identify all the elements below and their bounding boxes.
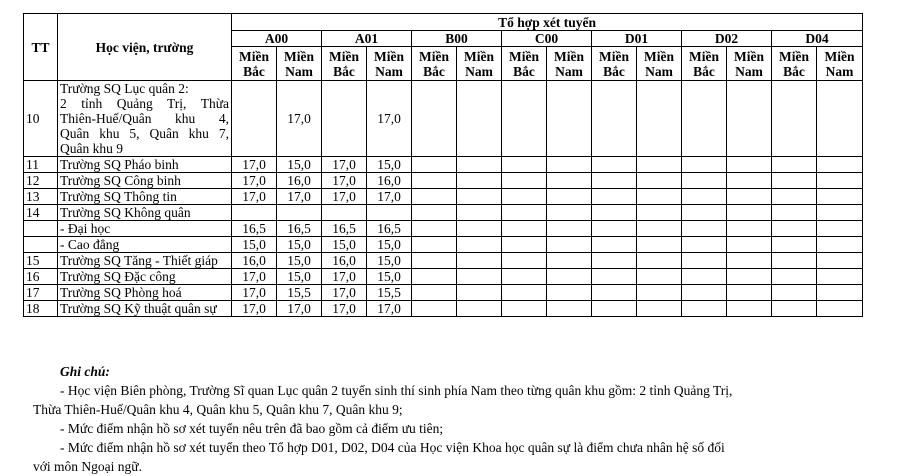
score-cell	[637, 301, 682, 317]
combo-header-a01: A01	[322, 31, 412, 47]
score-cell	[592, 253, 637, 269]
score-cell	[817, 269, 863, 285]
row-number: 16	[24, 269, 58, 285]
table-row	[24, 189, 863, 205]
table-row	[24, 173, 863, 189]
score-cell: 17,0	[232, 173, 277, 189]
score-cell	[502, 173, 547, 189]
score-cell	[412, 157, 457, 173]
score-cell	[322, 81, 367, 157]
score-cell: 16,0	[277, 173, 322, 189]
school-name	[58, 81, 232, 157]
region-label-line2: Bắc	[243, 63, 265, 79]
score-cell	[772, 237, 817, 253]
score-cell: 15,5	[277, 285, 322, 301]
score-cell: 15,0	[232, 237, 277, 253]
score-cell	[817, 301, 863, 317]
score-cell	[772, 269, 817, 285]
score-cell: 15,0	[367, 237, 412, 253]
table-row	[24, 81, 863, 157]
region-label-line2: Bắc	[513, 63, 535, 79]
combo-header-c00: C00	[502, 31, 592, 47]
score-cell: 17,0	[367, 81, 412, 157]
score-cell	[727, 81, 772, 157]
score-cell	[817, 81, 863, 157]
region-header-north	[322, 47, 367, 81]
score-cell	[412, 81, 457, 157]
region-header-south	[277, 47, 322, 81]
score-cell	[817, 205, 863, 221]
score-cell: 17,0	[277, 301, 322, 317]
score-cell	[502, 269, 547, 285]
region-header-north	[682, 47, 727, 81]
score-cell	[772, 189, 817, 205]
region-label-line2: Nam	[825, 63, 854, 79]
score-cell	[772, 81, 817, 157]
score-cell: 17,0	[367, 189, 412, 205]
row-number: 13	[24, 189, 58, 205]
col-header-school: Học viện, trường	[58, 14, 232, 81]
table-row	[24, 157, 863, 173]
region-header-north	[412, 47, 457, 81]
score-cell	[592, 173, 637, 189]
note-line: Thừa Thiên-Huế/Quân khu 4, Quân khu 5, Quân khu 7, Quân khu 9;	[33, 402, 403, 417]
score-cell	[772, 285, 817, 301]
table-row	[24, 285, 863, 301]
score-cell: 15,0	[277, 253, 322, 269]
note-line: - Học viện Biên phòng, Trường Sĩ quan Lục quân 2 tuyển sinh thí sinh phía Nam theo từng quân khu gồm: 2 tỉnh Quảng Trị,	[60, 383, 733, 398]
table-row	[24, 253, 863, 269]
combo-header-d04: D04	[772, 31, 863, 47]
region-label-line1: Miền	[824, 48, 855, 64]
score-cell	[322, 205, 367, 221]
admission-score-table	[23, 13, 863, 317]
score-cell	[727, 157, 772, 173]
score-cell: 17,0	[232, 157, 277, 173]
score-cell	[547, 189, 592, 205]
score-cell	[592, 221, 637, 237]
region-header-north	[592, 47, 637, 81]
school-name: Trường SQ Kỹ thuật quân sự	[58, 301, 232, 317]
row-number: 14	[24, 205, 58, 221]
region-header-north	[772, 47, 817, 81]
score-cell	[502, 221, 547, 237]
score-cell	[412, 189, 457, 205]
region-header-south	[367, 47, 412, 81]
row-number: 17	[24, 285, 58, 301]
school-name-line: Quân khu 5, Quân khu 7,	[60, 126, 229, 141]
score-cell: 15,0	[277, 237, 322, 253]
score-cell	[502, 301, 547, 317]
score-cell	[457, 221, 502, 237]
score-cell	[457, 253, 502, 269]
score-cell	[502, 189, 547, 205]
score-cell: 15,0	[277, 269, 322, 285]
score-cell	[547, 285, 592, 301]
school-name: - Cao đẳng	[58, 237, 232, 253]
score-cell	[457, 157, 502, 173]
score-cell	[682, 285, 727, 301]
school-name: - Đại học	[58, 221, 232, 237]
score-cell	[727, 269, 772, 285]
score-cell	[727, 237, 772, 253]
region-header-south	[817, 47, 863, 81]
score-cell	[592, 81, 637, 157]
region-label-line1: Miền	[599, 48, 629, 64]
region-header-north	[232, 47, 277, 81]
score-cell	[772, 253, 817, 269]
score-cell: 17,0	[322, 285, 367, 301]
score-cell	[772, 301, 817, 317]
combo-header-a00: A00	[232, 31, 322, 47]
region-label-line1: Miền	[239, 48, 269, 64]
region-label-line1: Miền	[644, 48, 674, 64]
score-cell: 17,0	[322, 301, 367, 317]
score-cell	[682, 253, 727, 269]
score-cell	[457, 269, 502, 285]
region-label-line2: Nam	[735, 63, 763, 79]
score-cell	[817, 189, 863, 205]
score-cell	[772, 221, 817, 237]
score-cell	[727, 189, 772, 205]
score-cell: 17,0	[232, 285, 277, 301]
score-cell	[547, 301, 592, 317]
school-name-line: Trường SQ Lục quân 2:	[60, 81, 189, 96]
school-name: Trường SQ Thông tin	[58, 189, 232, 205]
region-label-line1: Miền	[329, 48, 359, 64]
score-cell	[637, 81, 682, 157]
notes-title: Ghi chú:	[60, 364, 110, 379]
score-cell	[412, 173, 457, 189]
row-number: 10	[24, 81, 58, 157]
score-cell	[772, 205, 817, 221]
score-cell	[547, 205, 592, 221]
score-cell: 17,0	[322, 189, 367, 205]
region-label-line1: Miền	[509, 48, 539, 64]
score-cell: 17,0	[277, 189, 322, 205]
score-cell	[502, 81, 547, 157]
score-cell	[727, 221, 772, 237]
score-cell	[592, 237, 637, 253]
region-label-line2: Bắc	[423, 63, 445, 79]
school-name: Trường SQ Không quân	[58, 205, 232, 221]
row-number: 11	[24, 157, 58, 173]
region-header-south	[727, 47, 772, 81]
score-cell	[547, 157, 592, 173]
region-header-south	[457, 47, 502, 81]
score-cell: 16,0	[232, 253, 277, 269]
score-cell	[547, 221, 592, 237]
table-row	[24, 221, 863, 237]
score-cell: 16,5	[367, 221, 412, 237]
score-cell: 15,0	[367, 269, 412, 285]
score-cell	[277, 205, 322, 221]
score-cell	[547, 81, 592, 157]
score-cell: 17,0	[232, 269, 277, 285]
combo-header-d01: D01	[592, 31, 682, 47]
score-cell	[412, 237, 457, 253]
score-cell	[457, 173, 502, 189]
school-name: Trường SQ Tăng - Thiết giáp	[58, 253, 232, 269]
score-cell	[412, 205, 457, 221]
score-cell	[727, 205, 772, 221]
score-cell	[412, 301, 457, 317]
score-cell: 15,0	[277, 157, 322, 173]
score-cell	[412, 285, 457, 301]
row-number	[24, 237, 58, 253]
score-cell: 16,5	[277, 221, 322, 237]
score-cell	[727, 285, 772, 301]
score-cell	[412, 221, 457, 237]
score-cell	[592, 301, 637, 317]
table-row	[24, 237, 863, 253]
col-header-tt: TT	[24, 14, 58, 81]
score-cell	[502, 285, 547, 301]
combo-header-d02: D02	[682, 31, 772, 47]
score-cell	[412, 269, 457, 285]
region-label-line2: Nam	[375, 63, 403, 79]
score-cell	[232, 205, 277, 221]
score-cell	[682, 269, 727, 285]
score-cell	[592, 285, 637, 301]
score-cell	[727, 173, 772, 189]
score-cell: 15,0	[367, 157, 412, 173]
region-header-south	[637, 47, 682, 81]
score-cell: 15,0	[367, 253, 412, 269]
score-cell: 16,5	[322, 221, 367, 237]
score-cell	[547, 173, 592, 189]
region-label-line1: Miền	[464, 48, 494, 64]
score-cell	[772, 157, 817, 173]
score-cell	[592, 269, 637, 285]
score-cell	[817, 221, 863, 237]
score-cell	[637, 285, 682, 301]
region-header-north	[502, 47, 547, 81]
region-label-line2: Nam	[285, 63, 313, 79]
score-cell	[817, 253, 863, 269]
region-header-south	[547, 47, 592, 81]
table-row	[24, 301, 863, 317]
region-label-line2: Bắc	[693, 63, 715, 79]
row-number: 12	[24, 173, 58, 189]
score-cell	[232, 81, 277, 157]
region-label-line2: Bắc	[333, 63, 355, 79]
notes-section	[33, 362, 883, 476]
region-label-line2: Nam	[645, 63, 673, 79]
score-cell	[727, 301, 772, 317]
score-cell	[817, 157, 863, 173]
table-row	[24, 205, 863, 221]
school-name: Trường SQ Pháo binh	[58, 157, 232, 173]
score-cell	[817, 237, 863, 253]
region-label-line2: Bắc	[603, 63, 625, 79]
score-cell	[637, 189, 682, 205]
school-name: Trường SQ Phòng hoá	[58, 285, 232, 301]
score-cell	[682, 81, 727, 157]
score-cell	[637, 205, 682, 221]
score-cell	[772, 173, 817, 189]
score-cell	[457, 189, 502, 205]
note-line: - Mức điểm nhận hồ sơ xét tuyển nêu trên đã bao gồm cả điểm ưu tiên;	[60, 421, 444, 436]
score-cell	[637, 173, 682, 189]
table-row	[24, 269, 863, 285]
header-row-1	[24, 14, 863, 31]
row-number: 18	[24, 301, 58, 317]
score-cell: 17,0	[322, 173, 367, 189]
score-cell	[367, 205, 412, 221]
region-label-line2: Nam	[465, 63, 493, 79]
region-label-line1: Miền	[419, 48, 449, 64]
score-cell	[547, 253, 592, 269]
score-cell	[682, 189, 727, 205]
school-name-line: Thiên-Huế/Quân khu 4,	[60, 111, 229, 126]
score-cell: 15,5	[367, 285, 412, 301]
score-cell	[547, 237, 592, 253]
score-cell	[412, 253, 457, 269]
score-cell	[547, 269, 592, 285]
score-cell: 17,0	[367, 301, 412, 317]
region-label-line2: Bắc	[783, 63, 805, 79]
score-cell: 16,0	[367, 173, 412, 189]
score-cell	[457, 301, 502, 317]
score-cell	[637, 253, 682, 269]
score-cell: 15,0	[322, 237, 367, 253]
note-line: với môn Ngoại ngữ.	[33, 459, 142, 474]
score-cell	[592, 189, 637, 205]
score-cell	[682, 173, 727, 189]
score-cell	[457, 237, 502, 253]
score-cell	[457, 285, 502, 301]
score-cell	[637, 221, 682, 237]
region-label-line1: Miền	[734, 48, 764, 64]
score-cell	[682, 221, 727, 237]
region-label-line1: Miền	[689, 48, 719, 64]
region-label-line1: Miền	[374, 48, 404, 64]
region-label-line2: Nam	[555, 63, 583, 79]
score-cell	[637, 157, 682, 173]
combo-header-b00: B00	[412, 31, 502, 47]
school-name: Trường SQ Công binh	[58, 173, 232, 189]
note-line: - Mức điểm nhận hồ sơ xét tuyển theo Tổ hợp D01, D02, D04 của Học viện Khoa học quân sự là điểm chưa nhân hệ số đối	[60, 440, 725, 455]
school-name-line: 2 tỉnh Quảng Trị, Thừa	[60, 96, 229, 111]
score-cell	[502, 205, 547, 221]
score-cell	[502, 253, 547, 269]
score-cell	[682, 301, 727, 317]
score-cell	[637, 237, 682, 253]
score-cell: 17,0	[232, 189, 277, 205]
score-cell	[817, 173, 863, 189]
score-cell: 17,0	[322, 269, 367, 285]
row-number: 15	[24, 253, 58, 269]
score-cell: 17,0	[322, 157, 367, 173]
row-number	[24, 221, 58, 237]
school-name: Trường SQ Đặc công	[58, 269, 232, 285]
score-cell: 17,0	[232, 301, 277, 317]
score-cell: 17,0	[277, 81, 322, 157]
score-cell	[637, 269, 682, 285]
score-cell	[817, 285, 863, 301]
score-cell	[727, 253, 772, 269]
score-cell	[502, 157, 547, 173]
score-cell: 16,0	[322, 253, 367, 269]
score-cell	[682, 157, 727, 173]
score-cell	[682, 205, 727, 221]
score-cell: 16,5	[232, 221, 277, 237]
score-cell	[592, 205, 637, 221]
score-cell	[457, 205, 502, 221]
score-cell	[457, 81, 502, 157]
region-label-line1: Miền	[554, 48, 584, 64]
score-cell	[502, 237, 547, 253]
region-label-line1: Miền	[779, 48, 809, 64]
score-cell	[592, 157, 637, 173]
col-header-combo: Tổ hợp xét tuyển	[232, 14, 863, 31]
score-cell	[682, 237, 727, 253]
school-name-line: Quân khu 9	[60, 141, 123, 156]
region-label-line1: Miền	[284, 48, 314, 64]
